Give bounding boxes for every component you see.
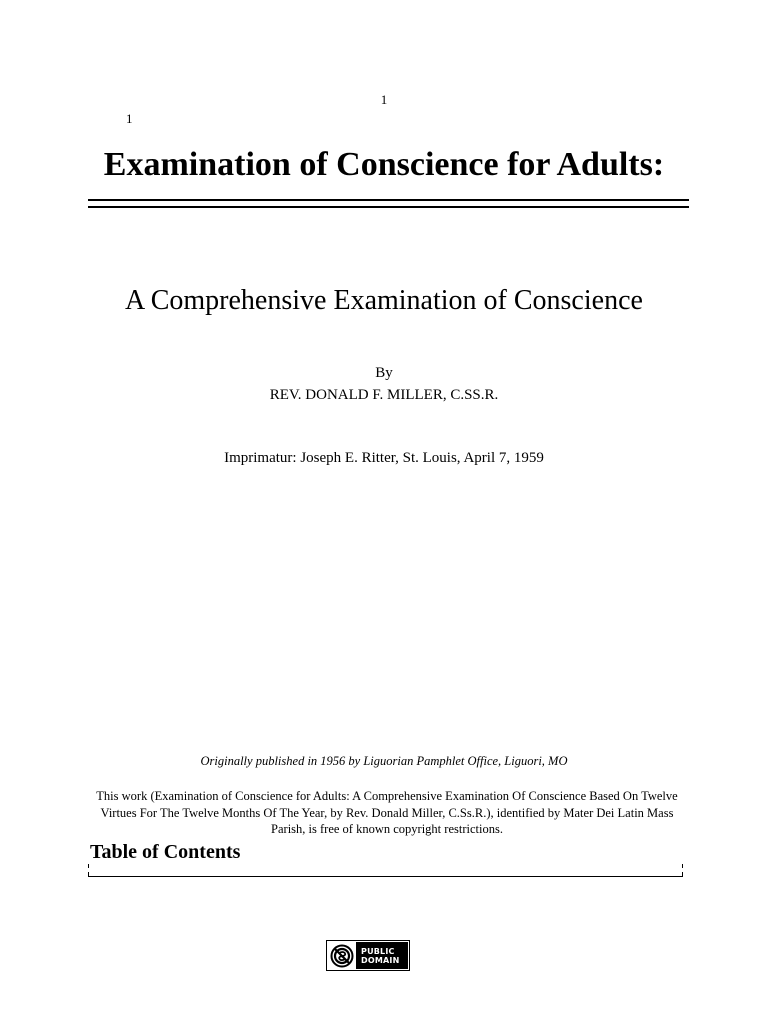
document-title: Examination of Conscience for Adults: xyxy=(103,146,665,183)
public-domain-badge[interactable] xyxy=(326,940,410,971)
page-number-top: 1 xyxy=(380,92,388,107)
table-of-contents-box xyxy=(88,864,683,877)
title-double-rule xyxy=(88,199,689,208)
badge-line-2: DOMAIN xyxy=(361,955,400,965)
document-subtitle: A Comprehensive Examination of Conscience xyxy=(125,285,643,316)
table-of-contents-heading: Table of Contents xyxy=(90,841,241,863)
public-domain-badge-text xyxy=(356,947,408,965)
public-domain-badge-inner xyxy=(328,942,408,969)
publication-note: Originally published in 1956 by Liguorian Pamphlet Office, Liguori, MO xyxy=(200,754,568,768)
copyright-notice: This work (Examination of Conscience for Adults: A Comprehensive Examination Of Conscience Based On Twelve Virtues For The Twelve Months Of The Year, by Rev. Donald Miller, C.Ss.R.), identified by Mater Dei Latin Mass Parish, is free of known copyright restrictions. xyxy=(96,789,678,836)
page-number-left: 1 xyxy=(126,111,133,126)
public-domain-icon xyxy=(328,942,356,969)
author-name: REV. DONALD F. MILLER, C.SS.R. xyxy=(269,387,499,403)
by-label: By xyxy=(375,365,393,381)
imprimatur: Imprimatur: Joseph E. Ritter, St. Louis, April 7, 1959 xyxy=(224,450,544,466)
badge-line-1: PUBLIC xyxy=(361,946,395,956)
